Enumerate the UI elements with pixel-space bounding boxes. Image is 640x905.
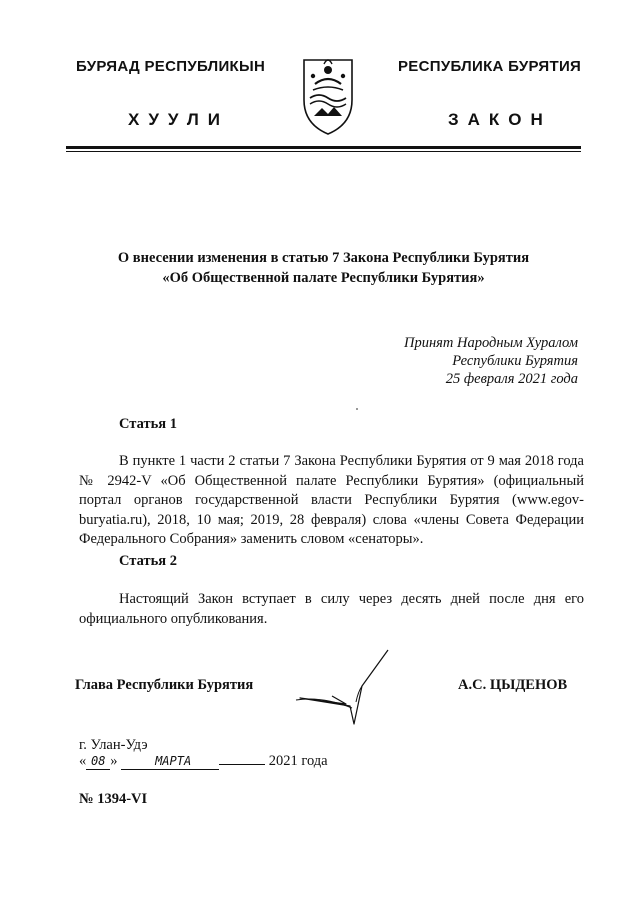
handwritten-signature bbox=[292, 646, 404, 732]
adoption-line-1: Принят Народным Хуралом bbox=[403, 335, 578, 351]
date-open-quote: « bbox=[79, 753, 87, 769]
article-1-text: В пункте 1 части 2 статьи 7 Закона Республики Бурятия от 9 мая 2018 года № 2942-V «Об Общественной палате Республики Бурятия» (официальный портал органов государственной власти Республики Бурятия (www.egov-buryatia.ru), 2018, 10 мая; 2019, 28 февраля) слова «члены Совета Федерации Федерального Собрания» заменить словом «сенаторы». bbox=[79, 453, 584, 547]
date-blank bbox=[219, 764, 265, 765]
date-month: МАРТА bbox=[121, 754, 219, 770]
title-line-1: О внесении изменения в статью 7 Закона Республики Бурятия bbox=[117, 250, 530, 266]
signatory-title: Глава Республики Бурятия bbox=[75, 677, 254, 693]
header-left-title: БУРЯАД РЕСПУБЛИКЫН bbox=[76, 58, 266, 75]
date-close-quote: » bbox=[110, 753, 118, 769]
doc-type-right: ЗАКОН bbox=[448, 110, 552, 129]
law-number: № 1394-VI bbox=[79, 791, 148, 807]
scan-speck bbox=[356, 408, 358, 410]
header-rule-thick bbox=[66, 146, 581, 149]
article-2-text: Настоящий Закон вступает в силу через десять дней после дня его официального опубликования. bbox=[79, 591, 584, 627]
signing-date bbox=[79, 753, 328, 770]
signatory-name: А.С. ЦЫДЕНОВ bbox=[458, 677, 568, 693]
article-1-heading: Статья 1 bbox=[119, 416, 177, 432]
city: г. Улан-Удэ bbox=[79, 737, 148, 753]
header-right-title: РЕСПУБЛИКА БУРЯТИЯ bbox=[398, 58, 582, 75]
adoption-note bbox=[404, 334, 578, 388]
title-line-2: «Об Общественной палате Республики Бурятия» bbox=[162, 270, 485, 286]
adoption-line-3: 25 февраля 2021 года bbox=[445, 371, 578, 387]
header-rule-thin bbox=[66, 151, 581, 152]
adoption-line-2: Республики Бурятия bbox=[452, 353, 578, 369]
doc-type-left: ХУУЛИ bbox=[128, 110, 229, 129]
article-2-heading: Статья 2 bbox=[119, 553, 177, 569]
date-year: 2021 года bbox=[268, 753, 328, 769]
date-day: 08 bbox=[86, 754, 110, 770]
coat-of-arms-emblem-icon bbox=[300, 54, 356, 136]
document-title bbox=[60, 248, 587, 288]
